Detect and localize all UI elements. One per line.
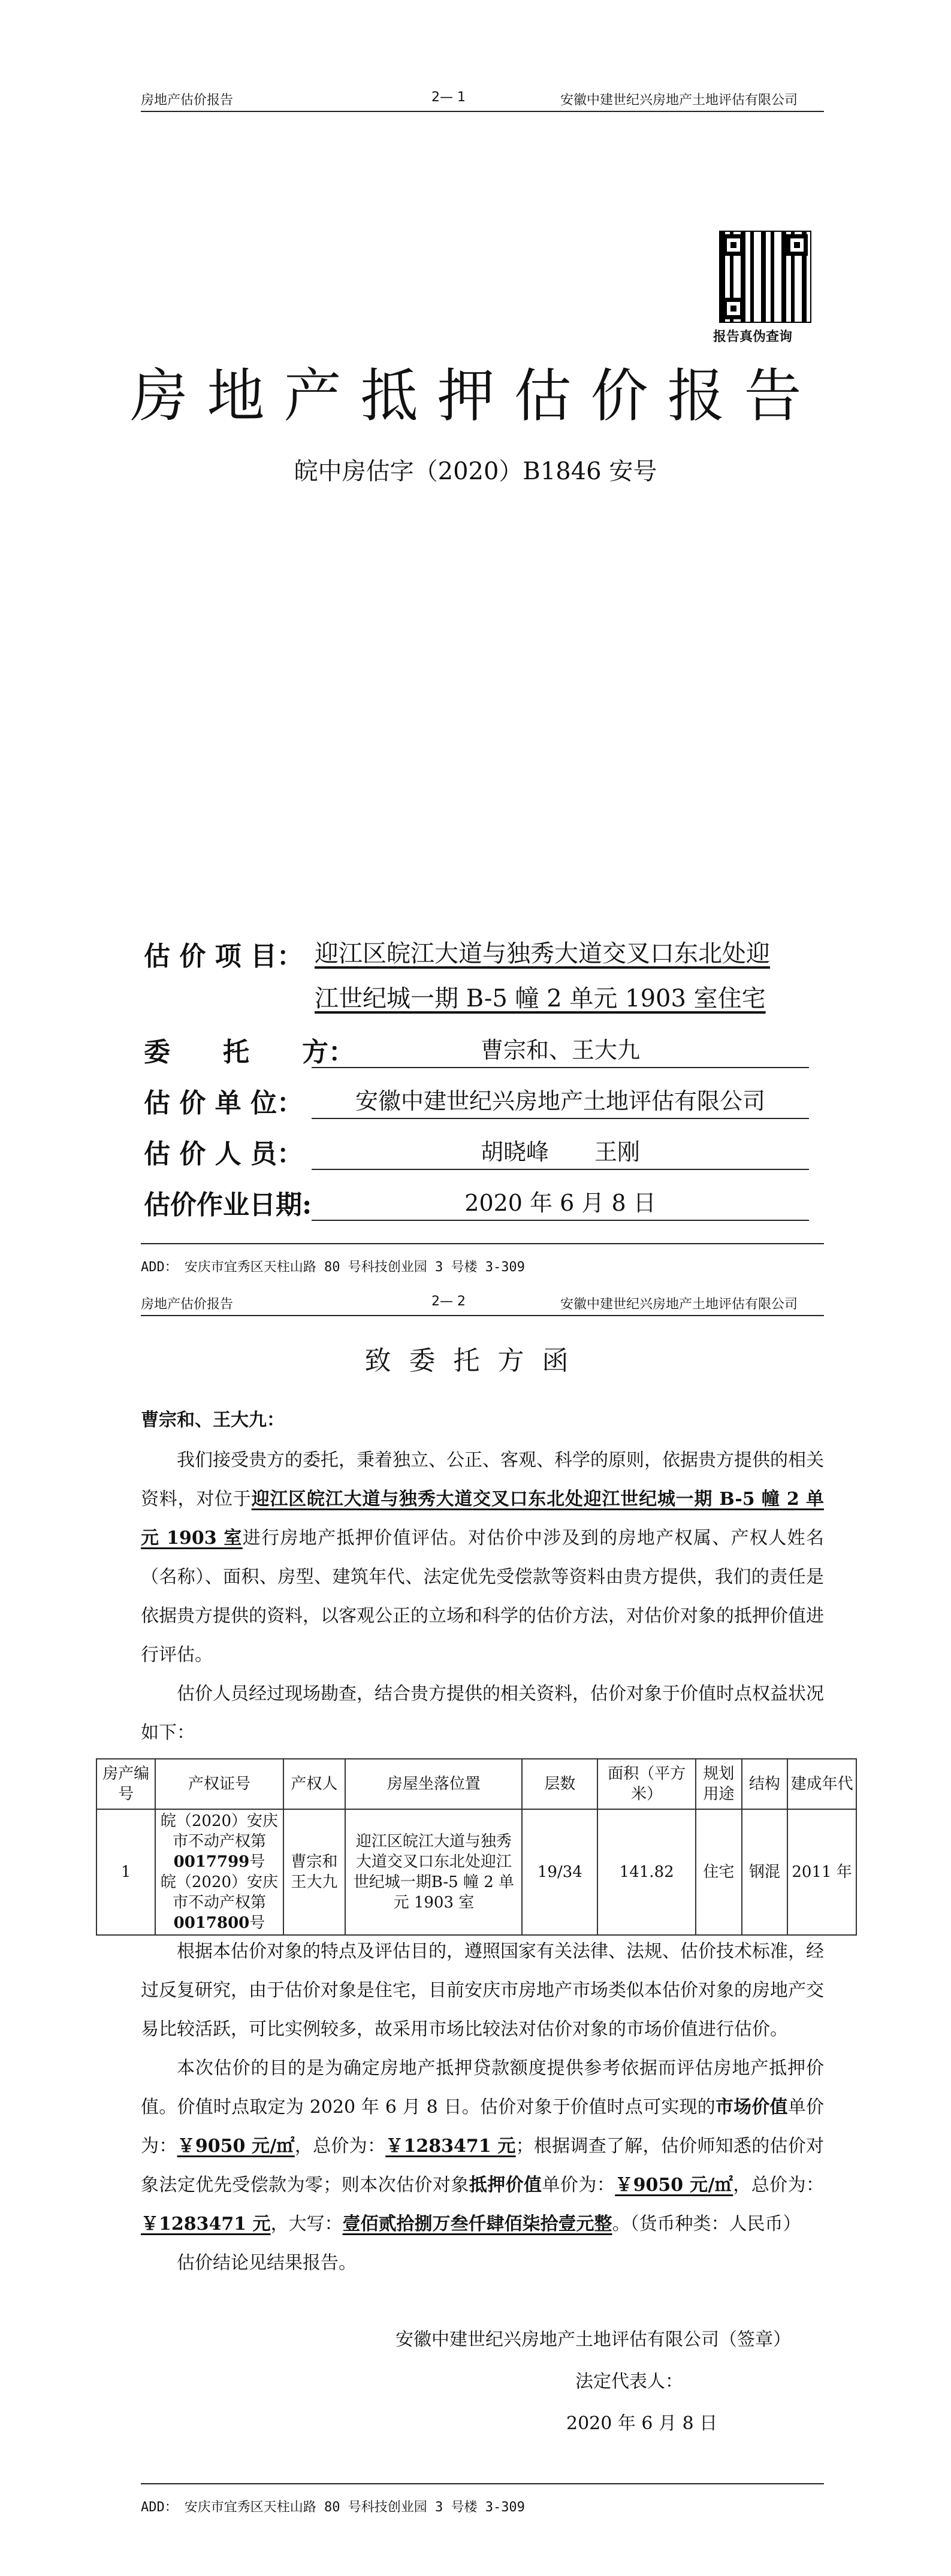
date-value: 2020 年 6 月 8 日 xyxy=(312,1184,809,1221)
report-title: 房地产抵押估价报告 xyxy=(130,362,821,430)
footer-rule xyxy=(141,2483,824,2484)
qr-caption: 报告真伪查询 xyxy=(713,329,793,344)
client-value: 曹宗和、王大九 xyxy=(312,1032,809,1068)
table-row xyxy=(96,1809,856,1935)
project-value-line2: 江世纪城一期 B-5 幢 2 单元 1903 室住宅 xyxy=(315,985,766,1012)
footer-address: ADD： 安庆市宜秀区天柱山路 80 号科技创业园 3 号楼 3-309 xyxy=(141,2500,525,2515)
signature-company: 安徽中建世纪兴房地产土地评估有限公司（签章） xyxy=(396,2329,791,2350)
th-location: 房屋坐落位置 xyxy=(345,1759,522,1809)
letter-title: 致委托方函 xyxy=(364,1346,587,1376)
th-use: 规划用途 xyxy=(696,1759,742,1809)
header-rule xyxy=(141,111,824,112)
cell-floors: 19/34 xyxy=(522,1809,597,1935)
signature-date: 2020 年 6 月 8 日 xyxy=(566,2413,718,2434)
th-owner: 产权人 xyxy=(283,1759,346,1809)
footer-address: ADD： 安庆市宜秀区天柱山路 80 号科技创业园 3 号楼 3-309 xyxy=(141,1260,525,1275)
header-page-number: 2— 2 xyxy=(431,1294,466,1309)
footer-rule xyxy=(141,1243,824,1244)
cell-location: 迎江区皖江大道与独秀大道交叉口东北处迎江世纪城一期B-5 幢 2 单元 1903 室 xyxy=(345,1809,522,1935)
header-right: 安徽中建世纪兴房地产土地评估有限公司 xyxy=(560,1297,798,1312)
salutation: 曹宗和、王大九： xyxy=(141,1410,285,1431)
header-rule xyxy=(141,1315,824,1316)
paragraph-3: 根据本估价对象的特点及评估目的，遵照国家有关法律、法规、估价技术标准，经过反复研究，由于估价对象是住宅，目前安庆市房地产市场类似本估价对象的房地产交易比较活跃，可比实例较多，故采用市场比较法对估价对象的市场价值进行估价。 xyxy=(141,1941,824,2040)
unit-label: 估 价 单 位： xyxy=(144,1088,303,1118)
project-label: 估 价 项 目： xyxy=(144,941,303,972)
header-page-number: 2— 1 xyxy=(431,90,466,105)
paragraph-1: 我们接受贵方的委托，秉着独立、公正、客观、科学的原则，依据贵方提供的相关资料，对位于迎江区皖江大道与独秀大道交叉口东北处迎江世纪城一期 B-5 幢 2 单元 1903 室进行房地产抵押价值评估。对估价中涉及到的房地产权属、产权人姓名（名称）、面积、房型、建筑年代、法定优先受偿款等资料由贵方提供，我们的责任是依据贵方提供的资料，以客观公正的立场和科学的估价方法，对估价对象的抵押价值进行评估。 xyxy=(141,1450,825,1665)
signature-representative: 法定代表人： xyxy=(575,2371,683,2392)
document-number: 皖中房估字（2020）B1846 安号 xyxy=(294,458,657,485)
th-no: 房产编号 xyxy=(96,1759,155,1809)
client-label: 委 托 方： xyxy=(144,1037,355,1068)
th-cert: 产权证号 xyxy=(155,1759,283,1809)
cell-area: 141.82 xyxy=(597,1809,696,1935)
th-area: 面积（平方米） xyxy=(597,1759,696,1809)
th-floors: 层数 xyxy=(522,1759,597,1809)
cell-structure: 钢混 xyxy=(742,1809,788,1935)
cell-no: 1 xyxy=(96,1809,155,1935)
cell-owner: 曹宗和王大九 xyxy=(283,1809,346,1935)
appraiser-label: 估 价 人 员： xyxy=(144,1139,303,1169)
cell-cert: 皖（2020）安庆市不动产权第0017799号 皖（2020）安庆市不动产权第0017800号 xyxy=(155,1809,283,1935)
paragraph-2: 估价人员经过现场勘查，结合贵方提供的相关资料，估价对象于价值时点权益状况如下： xyxy=(141,1683,824,1743)
paragraph-5: 估价结论见结果报告。 xyxy=(177,2253,357,2273)
qr-code-icon[interactable] xyxy=(719,231,811,323)
cell-use: 住宅 xyxy=(696,1809,742,1935)
cell-year: 2011 年 xyxy=(787,1809,856,1935)
property-table xyxy=(96,1758,857,1936)
header-left: 房地产估价报告 xyxy=(141,93,234,108)
project-value-line1: 迎江区皖江大道与独秀大道交叉口东北处迎 xyxy=(315,940,770,967)
header-left: 房地产估价报告 xyxy=(141,1297,234,1312)
th-structure: 结构 xyxy=(742,1759,788,1809)
appraiser-value: 胡晓峰 王刚 xyxy=(312,1133,809,1170)
th-year: 建成年代 xyxy=(787,1759,856,1809)
table-header-row xyxy=(96,1759,856,1809)
date-label: 估价作业日期: xyxy=(144,1190,312,1220)
unit-value: 安徽中建世纪兴房地产土地评估有限公司 xyxy=(312,1083,809,1119)
header-right: 安徽中建世纪兴房地产土地评估有限公司 xyxy=(560,93,798,108)
paragraph-4: 本次估价的目的是为确定房地产抵押贷款额度提供参考依据而评估房地产抵押价值。价值时点取定为 2020 年 6 月 8 日。估价对象于价值时点可实现的市场价值单价为：￥9050 元/㎡，总价为：￥1283471 元；根据调查了解，估价师知悉的估价对象法定优先受偿款为零；则本次估价对象抵押价值单价为：￥9050 元/㎡，总价为：￥1283471 元，大写：壹佰贰拾捌万叁仟肆佰柒拾壹元整。（货币种类：人民币） xyxy=(141,2058,825,2235)
